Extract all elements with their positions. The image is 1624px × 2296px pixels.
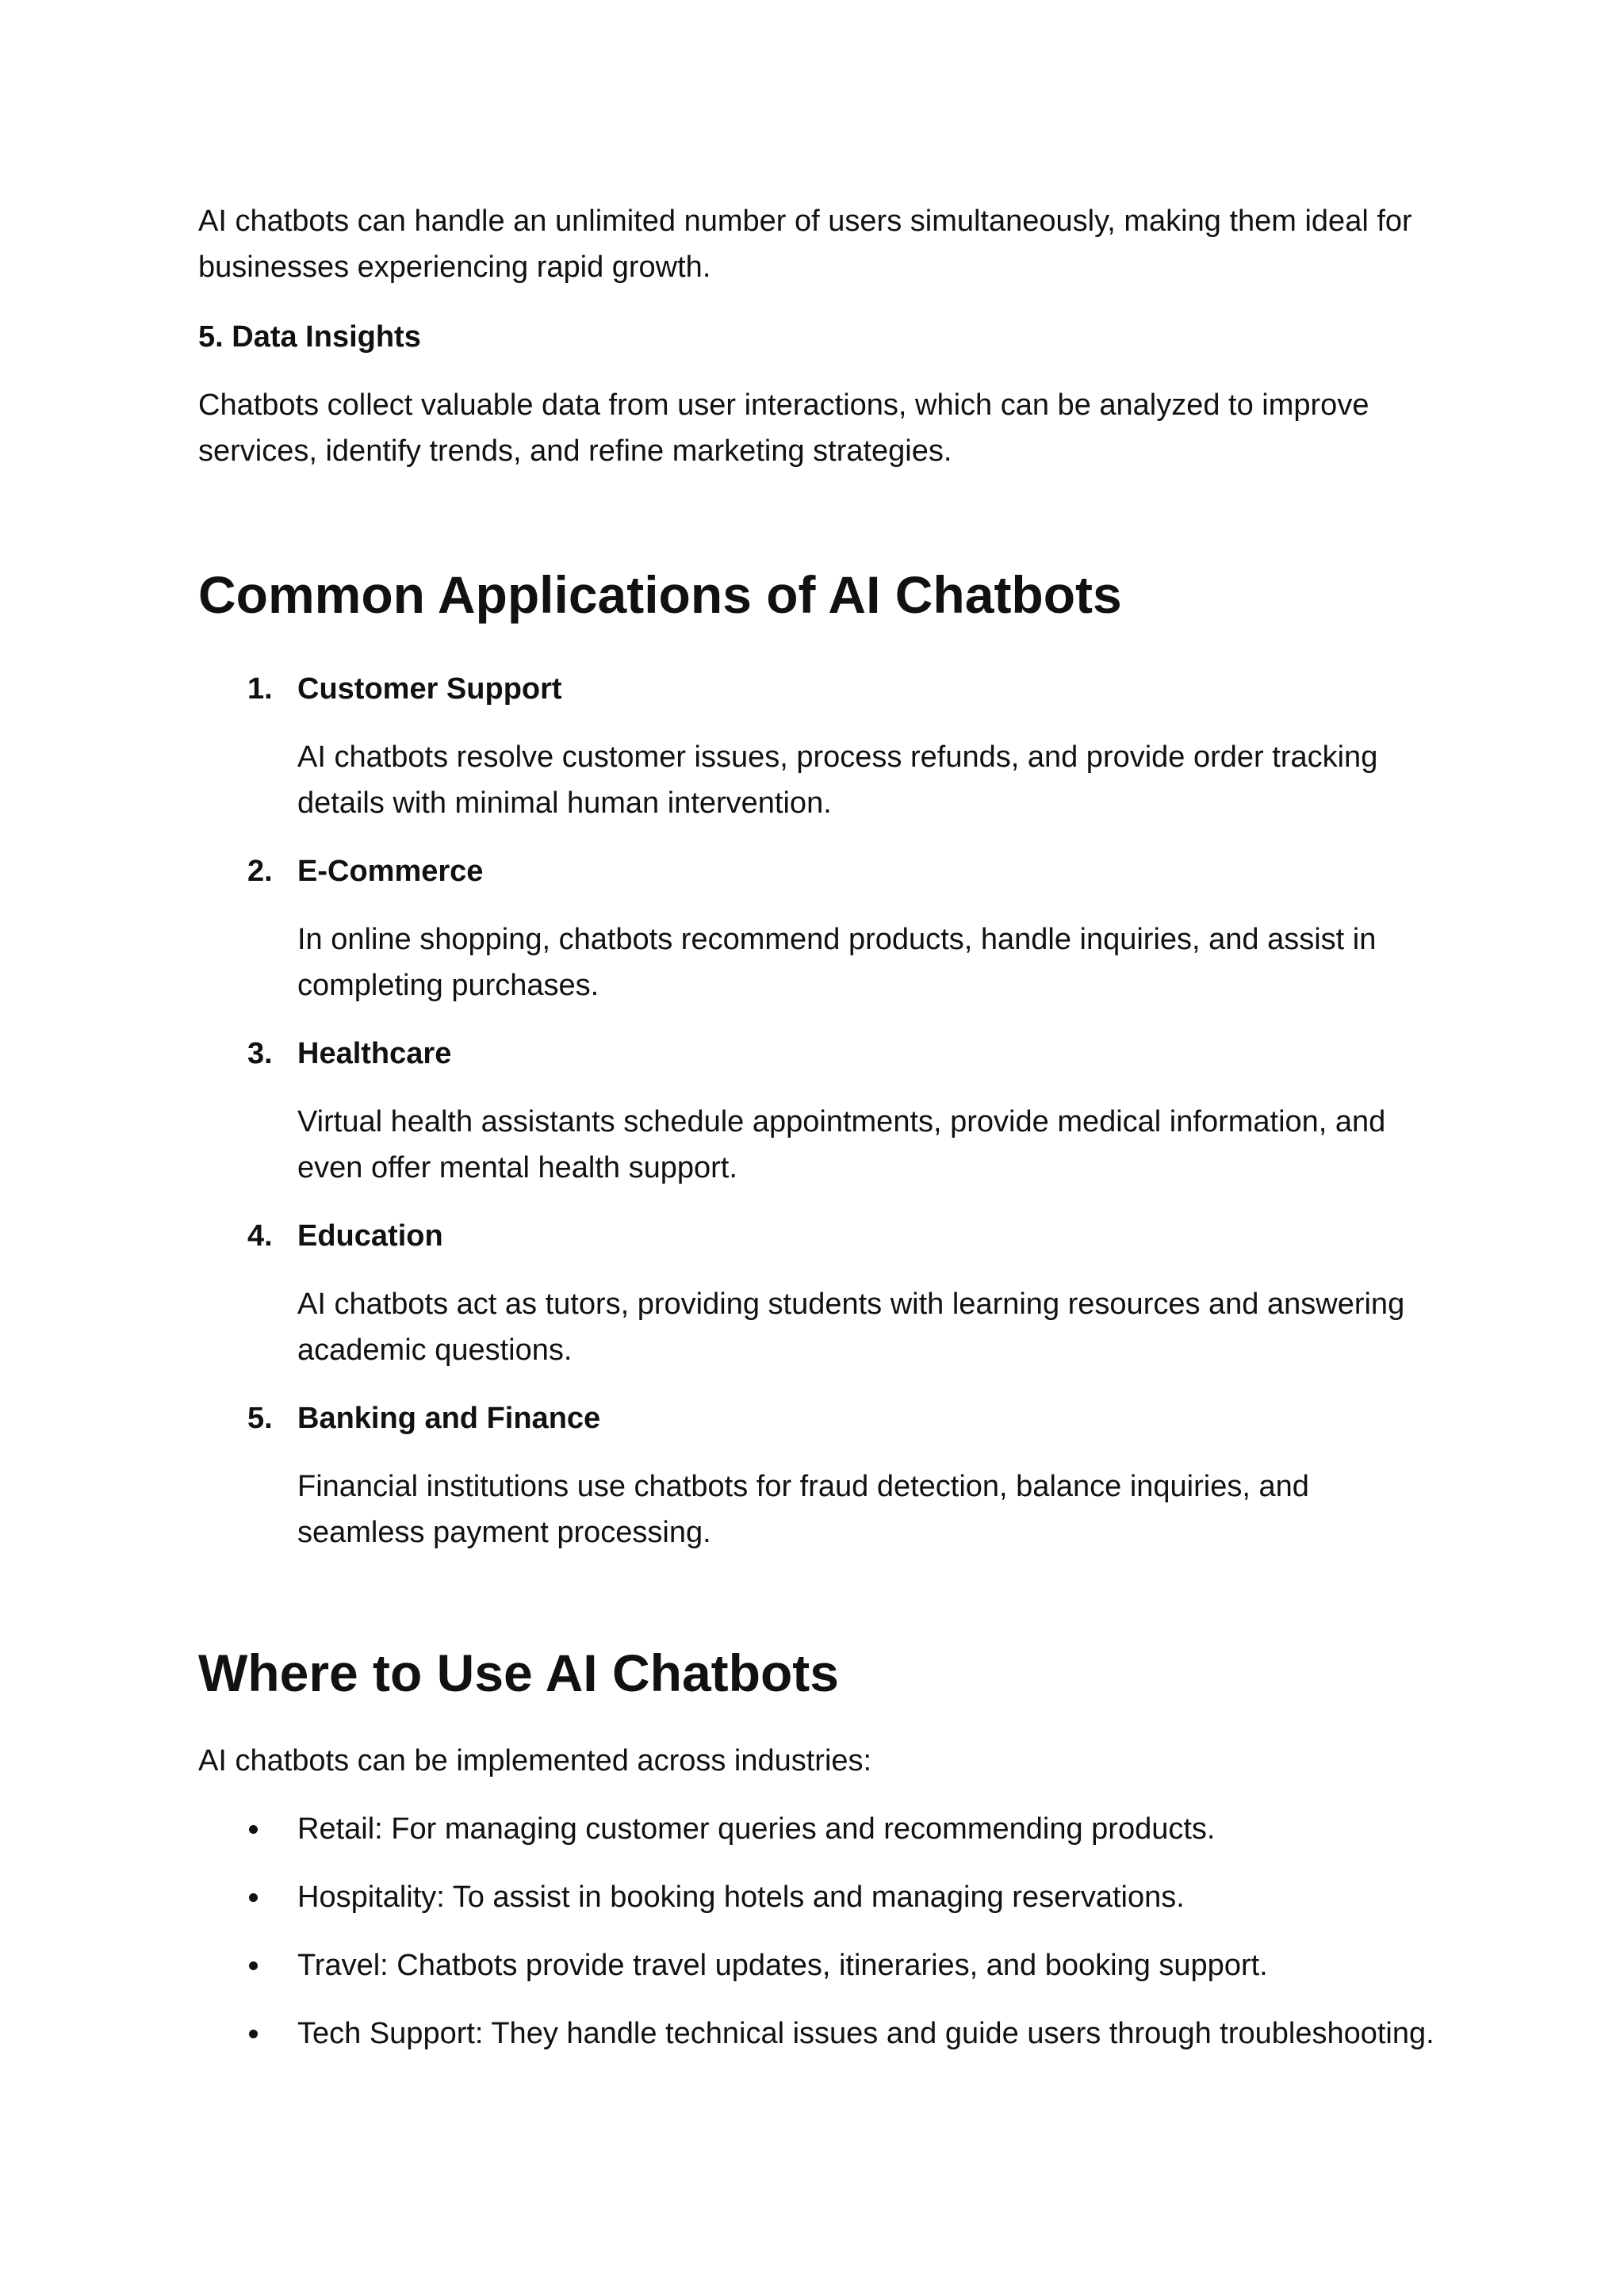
list-item-number: 3.: [247, 1037, 273, 1070]
list-item-description: Virtual health assistants schedule appointments, provide medical information, and even offer mental health support.: [297, 1105, 1386, 1184]
where-intro: AI chatbots can be implemented across industries:: [198, 1744, 872, 1777]
list-item: [198, 666, 1443, 826]
list-item: [198, 2011, 1443, 2057]
bullet-icon: [249, 1893, 258, 1902]
list-item-description: AI chatbots resolve customer issues, process refunds, and provide order tracking details with minimal human intervention.: [297, 740, 1378, 820]
list-item-title: E-Commerce: [297, 855, 484, 888]
list-item-description: AI chatbots act as tutors, providing students with learning resources and answering academic questions.: [297, 1288, 1405, 1367]
bullet-icon: [249, 1961, 258, 1970]
list-item-text: Travel: Chatbots provide travel updates, itineraries, and booking support.: [297, 1949, 1268, 1982]
list-item-title: Banking and Finance: [297, 1402, 601, 1435]
list-item-description: Financial institutions use chatbots for fraud detection, balance inquiries, and seamless payment processing.: [297, 1470, 1309, 1549]
applications-list: [198, 666, 1443, 1556]
list-item: [198, 1874, 1443, 1920]
list-item-number: 2.: [247, 855, 273, 888]
applications-heading: Common Applications of AI Chatbots: [198, 565, 1122, 624]
industries-list: [198, 1806, 1443, 2057]
list-item-number: 5.: [247, 1402, 273, 1435]
data-insights-paragraph: Chatbots collect valuable data from user interactions, which can be analyzed to improve services, identify trends, and refine marketing strategies.: [198, 388, 1369, 468]
list-item-text: Tech Support: They handle technical issues and guide users through troubleshooting.: [297, 2017, 1434, 2050]
where-section: [198, 1641, 1443, 2057]
list-item-text: Hospitality: To assist in booking hotels and managing reservations.: [297, 1881, 1185, 1914]
list-item: [198, 1213, 1443, 1373]
intro-paragraph: AI chatbots can handle an unlimited number of users simultaneously, making them ideal for businesses experiencing rapid growth.: [198, 205, 1412, 284]
document-page: [198, 198, 1443, 2079]
list-item-title: Education: [297, 1219, 443, 1253]
applications-section: [198, 563, 1443, 1556]
data-insights-heading: 5. Data Insights: [198, 320, 421, 354]
list-item-description: In online shopping, chatbots recommend products, handle inquiries, and assist in completing purchases.: [297, 923, 1377, 1002]
bullet-icon: [249, 2030, 258, 2038]
list-item: [198, 1395, 1443, 1556]
bullet-icon: [249, 1825, 258, 1834]
list-item-number: 4.: [247, 1219, 273, 1253]
list-item-number: 1.: [247, 672, 273, 706]
where-heading: Where to Use AI Chatbots: [198, 1644, 839, 1702]
list-item: [198, 1031, 1443, 1191]
list-item-title: Customer Support: [297, 672, 562, 706]
list-item-text: Retail: For managing customer queries and recommending products.: [297, 1812, 1216, 1846]
list-item: [198, 1806, 1443, 1852]
list-item: [198, 1942, 1443, 1988]
list-item: [198, 848, 1443, 1008]
list-item-title: Healthcare: [297, 1037, 452, 1070]
